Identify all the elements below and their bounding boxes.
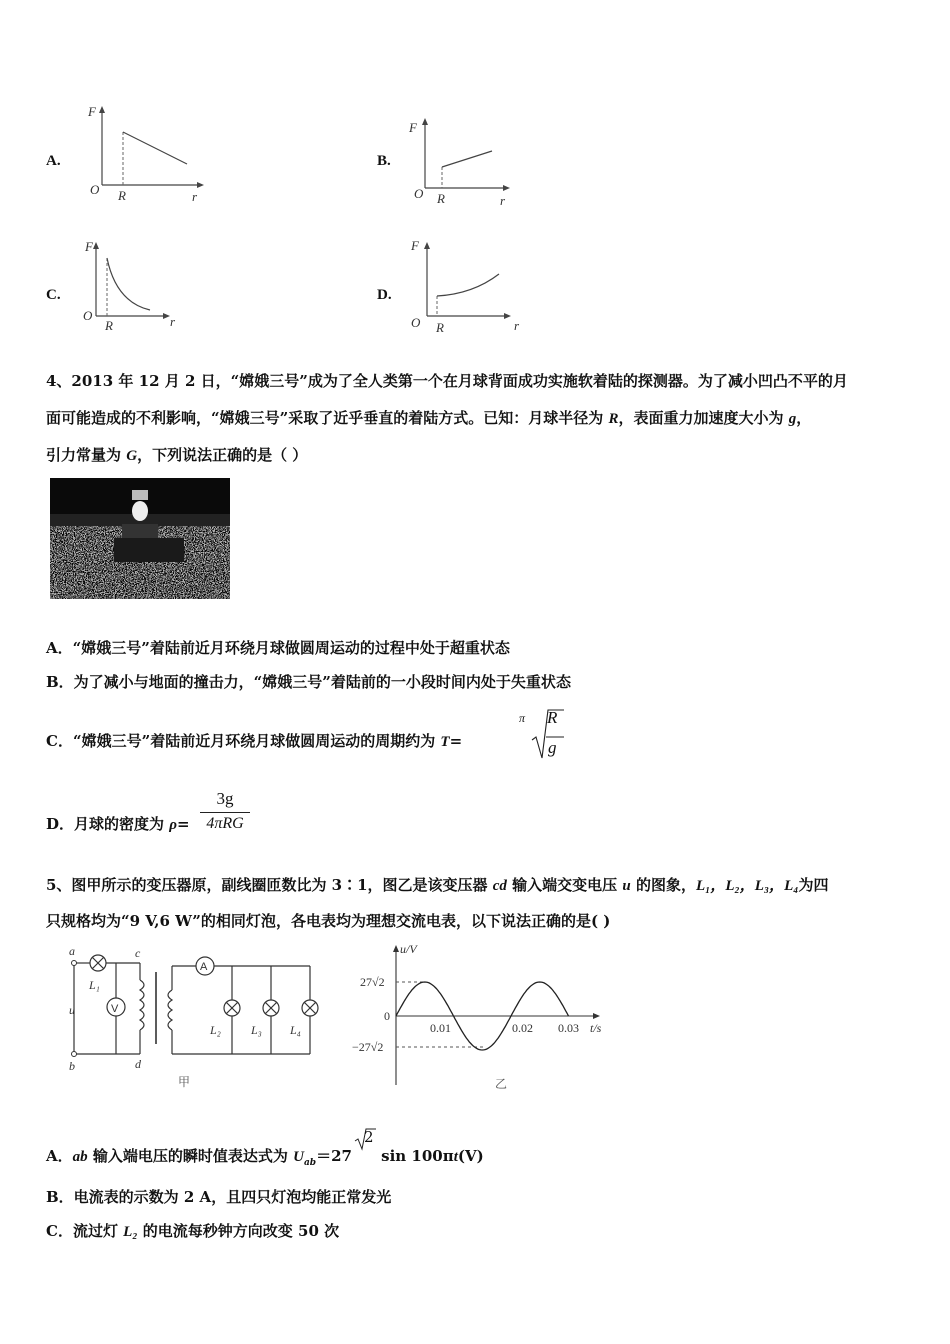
option-letter: C. — [46, 287, 61, 303]
r-mark: R — [437, 191, 445, 206]
q5-text: 5、图甲所示的变压器原，副线圈匝数比为 3∶1，图乙是该变压器 — [46, 876, 493, 894]
equals-sign: = — [176, 815, 190, 833]
var-u: u — [622, 878, 631, 894]
q5-option-c — [46, 1221, 339, 1242]
x-label: r — [192, 189, 198, 204]
option-text: 输入端电压的瞬时值表达式为 — [87, 1147, 294, 1165]
q4-text: ，下列说法正确的是（ ） — [137, 446, 308, 464]
q4-text: 引力常量为 — [46, 446, 127, 464]
q5-option-a — [46, 1128, 484, 1173]
x-label: r — [170, 314, 176, 329]
y-min-label: −27√2 — [352, 1040, 384, 1054]
option-letter: B. — [377, 153, 391, 169]
option-letter: D. — [377, 287, 392, 303]
x-tick-label: 0.01 — [430, 1021, 451, 1035]
y-label: F — [409, 120, 417, 135]
var-cd: cd — [492, 878, 507, 894]
graph-d-svg — [403, 236, 528, 336]
var-r: R — [608, 411, 619, 427]
lamp-l1-label: L₁ — [89, 978, 100, 992]
option-letter: A. — [46, 153, 61, 169]
subscript-ab: ab — [303, 1158, 317, 1168]
option-text: sin 100π — [375, 1147, 454, 1165]
var-ab: ab — [72, 1149, 88, 1165]
var-U: U — [293, 1149, 304, 1165]
lamp-l3-label: L₃ — [251, 1023, 262, 1037]
lamp-l2-label: L₂ — [210, 1023, 221, 1037]
terminal-a: a — [69, 944, 75, 958]
terminal-d: d — [135, 1057, 141, 1071]
var-T: T — [440, 734, 450, 750]
diagram-caption-jia: 甲 — [178, 1075, 191, 1089]
r-mark: R — [118, 188, 126, 203]
fraction-numerator: R — [547, 708, 558, 727]
origin-label: O — [83, 308, 93, 323]
origin-label: O — [90, 182, 100, 197]
lunar-lander-photo — [50, 478, 230, 599]
sqrt-two — [352, 1128, 376, 1161]
y-max-label: 27√2 — [360, 975, 385, 989]
q4-option-a: A．“嫦娥三号”着陆前近月环绕月球做圆周运动的过程中处于超重状态 — [46, 639, 510, 657]
q4-option-c — [46, 731, 462, 752]
q5-text: 输入端交变电压 — [506, 876, 623, 894]
diagram-caption-yi: 乙 — [495, 1077, 508, 1090]
fraction-denominator: 4πRG — [206, 815, 244, 832]
var-rho: ρ — [169, 817, 177, 833]
q5-line-1 — [46, 875, 829, 896]
q4-option-d — [46, 814, 190, 835]
graph-a-svg — [82, 100, 212, 210]
sqrt-value: 2 — [363, 1128, 374, 1146]
lamp-list: L₁，L₂，L₃，L₄ — [695, 878, 799, 894]
q4-option-b: B．为了减小与地面的撞击力，“嫦娥三号”着陆前的一小段时间内处于失重状态 — [46, 673, 571, 691]
x-tick-label: 0.03 — [558, 1021, 579, 1035]
transformer-circuit-diagram — [60, 944, 330, 1089]
y-label: F — [411, 238, 419, 253]
q5-text: 为四 — [798, 876, 829, 894]
origin-label: O — [414, 186, 424, 201]
ammeter-a-label: A — [200, 961, 208, 973]
q4-text: ， — [796, 409, 812, 427]
fraction-denominator: g — [548, 738, 557, 757]
r-mark: R — [436, 320, 444, 335]
equals-sign: = — [449, 732, 463, 750]
q5-line-2: 只规格均为“9 V,6 W”的相同灯泡，各电表均为理想交流电表，以下说法正确的是( ) — [46, 912, 611, 930]
terminal-c: c — [135, 946, 141, 960]
q4-line-2 — [46, 408, 811, 429]
graph-c-svg — [78, 236, 188, 336]
voltmeter-v-label: V — [111, 1003, 119, 1015]
x-label: r — [500, 193, 506, 208]
option-text: (V) — [457, 1147, 484, 1165]
voltage-u-label: u — [69, 1003, 75, 1017]
q4-line-1: 4、2013 年 12 月 2 日，“嫦娥三号”成为了全人类第一个在月球背面成功实施软着陆的探测器。为了减小凹凸不平的月 — [46, 372, 848, 390]
q4-text: ，表面重力加速度大小为 — [618, 409, 789, 427]
option-text: A． — [46, 1147, 73, 1165]
lamp-l2: L₂ — [123, 1224, 138, 1240]
q5-text: 的图象， — [630, 876, 696, 894]
var-G: G — [126, 448, 138, 464]
origin-label: O — [411, 315, 421, 330]
y-label: F — [85, 239, 93, 254]
var-g: g — [788, 411, 797, 427]
fraction-bar — [200, 812, 250, 813]
pi-symbol: π — [519, 711, 526, 725]
y-label: F — [88, 104, 96, 119]
var-t: t — [453, 1149, 458, 1165]
option-text: 的电流每秒钟方向改变 50 次 — [137, 1222, 340, 1240]
x-axis-label: t/s — [590, 1021, 602, 1035]
lamp-l4-label: L₄ — [290, 1023, 301, 1037]
option-text: D．月球的密度为 — [46, 815, 170, 833]
option-text: C．“嫦娥三号”着陆前近月环绕月球做圆周运动的周期约为 — [46, 732, 441, 750]
q5-option-b: B．电流表的示数为 2 A，且四只灯泡均能正常发光 — [46, 1188, 392, 1206]
option-text: C．流过灯 — [46, 1222, 124, 1240]
voltage-wave-chart — [340, 940, 630, 1090]
x-label: r — [514, 318, 520, 333]
option-text: ＝27 — [316, 1147, 352, 1165]
r-mark: R — [105, 318, 113, 333]
terminal-b: b — [69, 1059, 75, 1073]
q4-line-3 — [46, 445, 307, 466]
zero-label: 0 — [384, 1009, 390, 1023]
fraction-numerator: 3g — [216, 789, 234, 808]
q4-text: 面可能造成的不利影响，“嫦娥三号”采取了近乎垂直的着陆方式。已知：月球半径为 — [46, 409, 609, 427]
graph-b-svg — [400, 112, 525, 212]
x-tick-label: 0.02 — [512, 1021, 533, 1035]
y-axis-label: u/V — [400, 942, 417, 956]
